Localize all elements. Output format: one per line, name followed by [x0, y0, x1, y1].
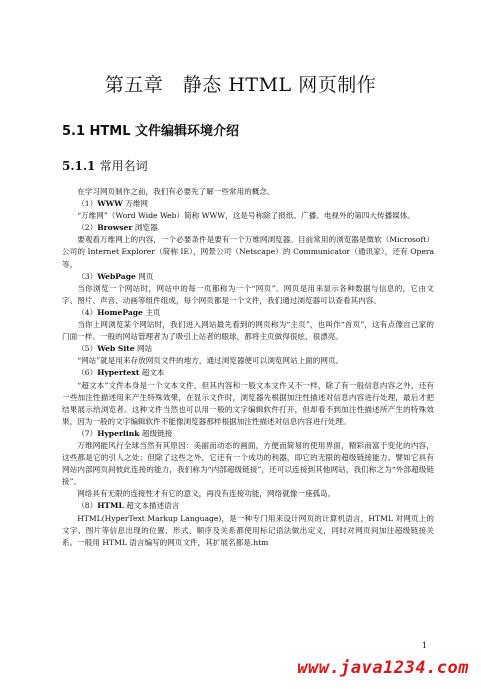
term-heading [62, 271, 434, 283]
term-translation: 浏览器 [132, 223, 158, 233]
paragraph: 当你上网浏览某个网站时，我们进入网站最先看到的网页称为“主页”，也叫作“首页”，这有点像自己家的门面一样。一般的网站管理者为了吸引上站者的眼球，都将主页做得很炫、很漂亮。 [62, 320, 434, 342]
paragraph: 万维网能风行全球当然有其原因：美丽而动态的画面，方便而简易的使用界面，精彩而富于变化的内容，这些都是它的引人之处；但除了这些之外，它还有一个成功的利器，即它的无限的超级链接能力。譬如它具有网站内部网页间彼此连接的能力，我们称为“内部超级链接”，还可以连接到其他网站，我们称之为“外部超级链接”。 [62, 440, 434, 487]
section-title: 5.1 HTML 文件编辑环境介绍 [62, 124, 240, 139]
term-number: （1） [77, 199, 98, 209]
term-heading [62, 222, 434, 234]
paragraph: 网络具有无限的连接性才有它的意义，再没有连接功能，网络就像一座孤岛。 [77, 489, 336, 499]
subsection-heading [62, 157, 148, 174]
paragraph: 当你浏览一个网站时，网站中的每一页都称为一个“网页”。网页是用来显示各种数据与信息的，它由文字、图片、声音、动画等组件组成，每个网页都是一个文件，我们通过浏览器可以查看其内容。 [62, 283, 434, 305]
term-heading [62, 343, 434, 355]
term-heading [62, 307, 434, 319]
term-translation: 超文本描述语言 [123, 501, 180, 511]
term-translation: 万维网 [122, 199, 149, 209]
paragraph: 要观看万维网上的内容，一个必要条件是要有一个万维网浏览器。目前常用的浏览器是微软（Microsoft）公司的 Internet Explorer（简称 IE），网景公司（Netscape）的 Communicator（通讯家），还有 Opera 等。 [62, 235, 434, 269]
paragraph: “网站”就是用来存放网页文件的地方，通过浏览器便可以浏览网站上面的网页。 [77, 356, 344, 366]
term-translation: 主页 [142, 307, 161, 317]
term-label: WWW [97, 199, 123, 209]
term-heading [62, 367, 434, 379]
term-label: Hypertext [97, 368, 140, 378]
term-number: （5） [77, 344, 98, 354]
term-number: （7） [77, 428, 98, 438]
term-number: （2） [77, 223, 98, 233]
term-translation: 超级链接 [139, 428, 173, 438]
term-number: （8） [77, 501, 98, 511]
term-label: HTML [97, 501, 124, 511]
watermark: www.java1234.com [297, 658, 469, 678]
term-heading [62, 428, 434, 440]
term-label: Hyperlink [97, 428, 140, 438]
term-heading [62, 500, 434, 512]
body-text [62, 186, 434, 549]
subsection-title: 常用名词 [99, 159, 148, 173]
term-translation: 超文本 [139, 368, 165, 378]
page-number: 1 [421, 641, 427, 650]
term-label: HomePage [97, 307, 143, 317]
term-number: （6） [77, 368, 98, 378]
paragraph: “万维网”（Word Wide Web）简称 WWW，这是号称除了报纸、广播、电视外的第四大传播媒体。 [77, 211, 415, 221]
term-translation: 网页 [135, 271, 154, 281]
subsection-number: 5.1.1 [62, 159, 96, 173]
term-label: WebPage [97, 271, 136, 281]
term-translation: 网站 [134, 344, 153, 354]
term-number: （4） [77, 307, 98, 317]
chapter-title: 第五章 静态 HTML 网页制作 [104, 74, 377, 96]
term-label: Web Site [97, 344, 135, 354]
term-number: （3） [77, 271, 98, 281]
term-label: Browser [97, 223, 133, 233]
term-heading [62, 198, 434, 210]
paragraph: “超文本”文件本身是一个文本文件，但其内容和一般文本文件又不一样，除了有一般信息内容之外，还有一些加注性描述用来产生特殊效果，在显示文件时，浏览器先根据加注性描述对信息内容进行处理，最后才把结果展示给浏览者。这种文件当然也可以用一般的文字编辑软件打开，但却看不到加注性描述所产生的特殊效果，因为一般的文字编辑软件不能像浏览器那样根据加注性描述对信息内容进行处理。 [62, 380, 434, 426]
paragraph: 在学习网页制作之前，我们有必要先了解一些常用的概念。 [77, 187, 275, 196]
paragraph: HTML(HyperText Markup Language)，是一种专门用来设计网页的计算机语言，HTML 对网页上的文字、图片等信息出现的位置、形式、顺序及关系都使用标记语法做出定义，同时对网页间加注超级链接关系。一般用 HTML 语言编写的网页文件，其扩展名都是.htm [62, 513, 434, 547]
